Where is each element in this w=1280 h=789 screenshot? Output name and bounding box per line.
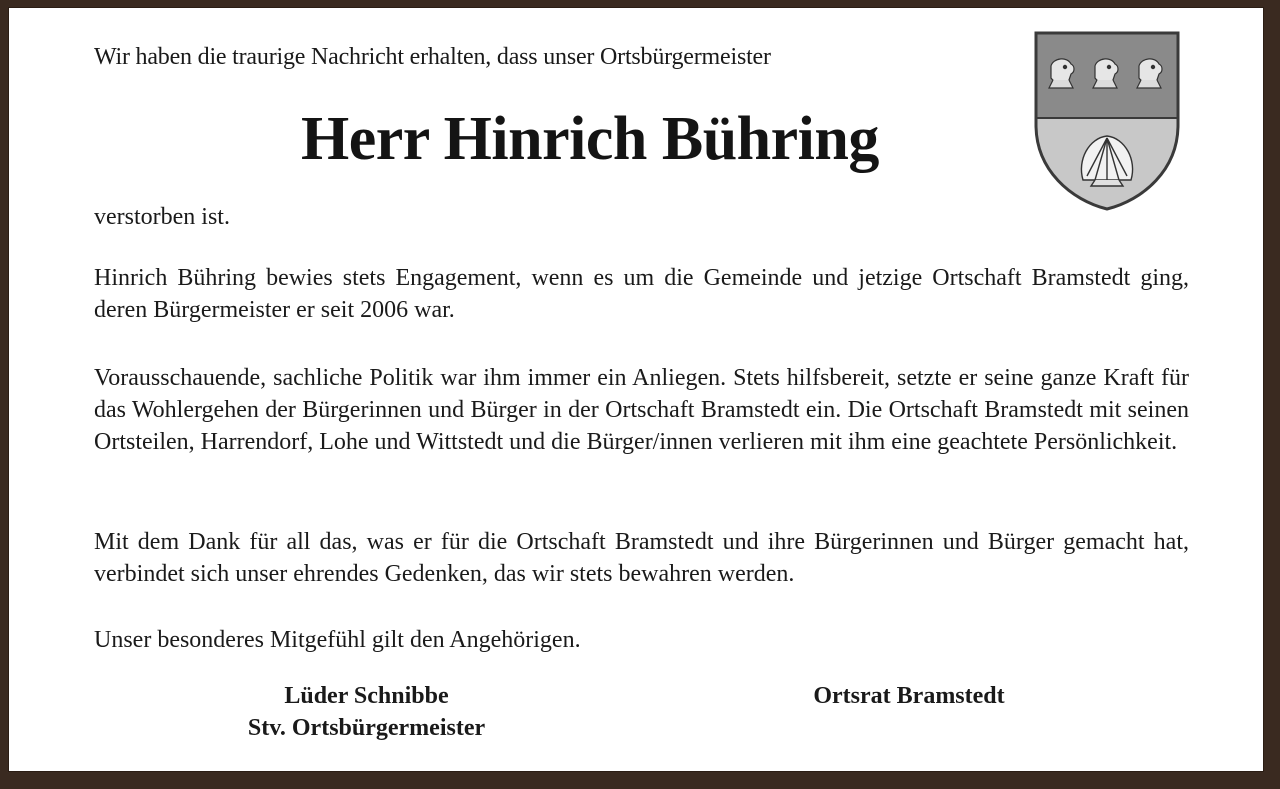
paragraph-engagement: Hinrich Bühring bewies stets Engagement, wenn es um die Gemeinde und jetzige Ortschaft Bramstedt ging, deren Bürgermeister er seit 2006 war. [94, 265, 1189, 323]
paragraph-condolence: Unser besonderes Mitgefühl gilt den Angehörigen. [94, 627, 581, 653]
crest-heads [1049, 59, 1162, 88]
paragraph-politics: Vorausschauende, sachliche Politik war ihm immer ein Anliegen. Stets hilfsbereit, setzte er seine ganze Kraft für das Wohlergehen der Bürgerinnen und Bürger in der Ortschaft Bramstedt ein. Die Ortschaft Bramstedt mit seinen Ortsteilen, Harrendorf, Lohe und Wittstedt und die Bürger/innen verlieren mit ihm eine geachtete Persönlichkeit. [94, 365, 1189, 455]
obituary-notice [8, 7, 1264, 772]
paragraph-gratitude: Mit dem Dank für all das, was er für die Ortschaft Bramstedt und ihre Bürgerinnen und Bürger gemacht hat, verbindet sich unser ehrendes Gedenken, das wir stets bewahren werden. [94, 529, 1189, 587]
signature-right [779, 680, 1039, 712]
died-text: verstorben ist. [94, 204, 230, 230]
signature-left [204, 680, 529, 744]
deceased-name: Herr Hinrich Bühring [301, 105, 879, 173]
coat-of-arms-icon [1033, 30, 1181, 212]
intro-text: Wir haben die traurige Nachricht erhalten, dass unser Ortsbürgermeister [94, 44, 771, 70]
coat-of-arms-svg [1033, 30, 1181, 212]
signature-left-title: Stv. Ortsbürgermeister [247, 715, 486, 741]
signature-right-name: Ortsrat Bramstedt [813, 683, 1005, 709]
signature-left-name: Lüder Schnibbe [284, 683, 449, 709]
